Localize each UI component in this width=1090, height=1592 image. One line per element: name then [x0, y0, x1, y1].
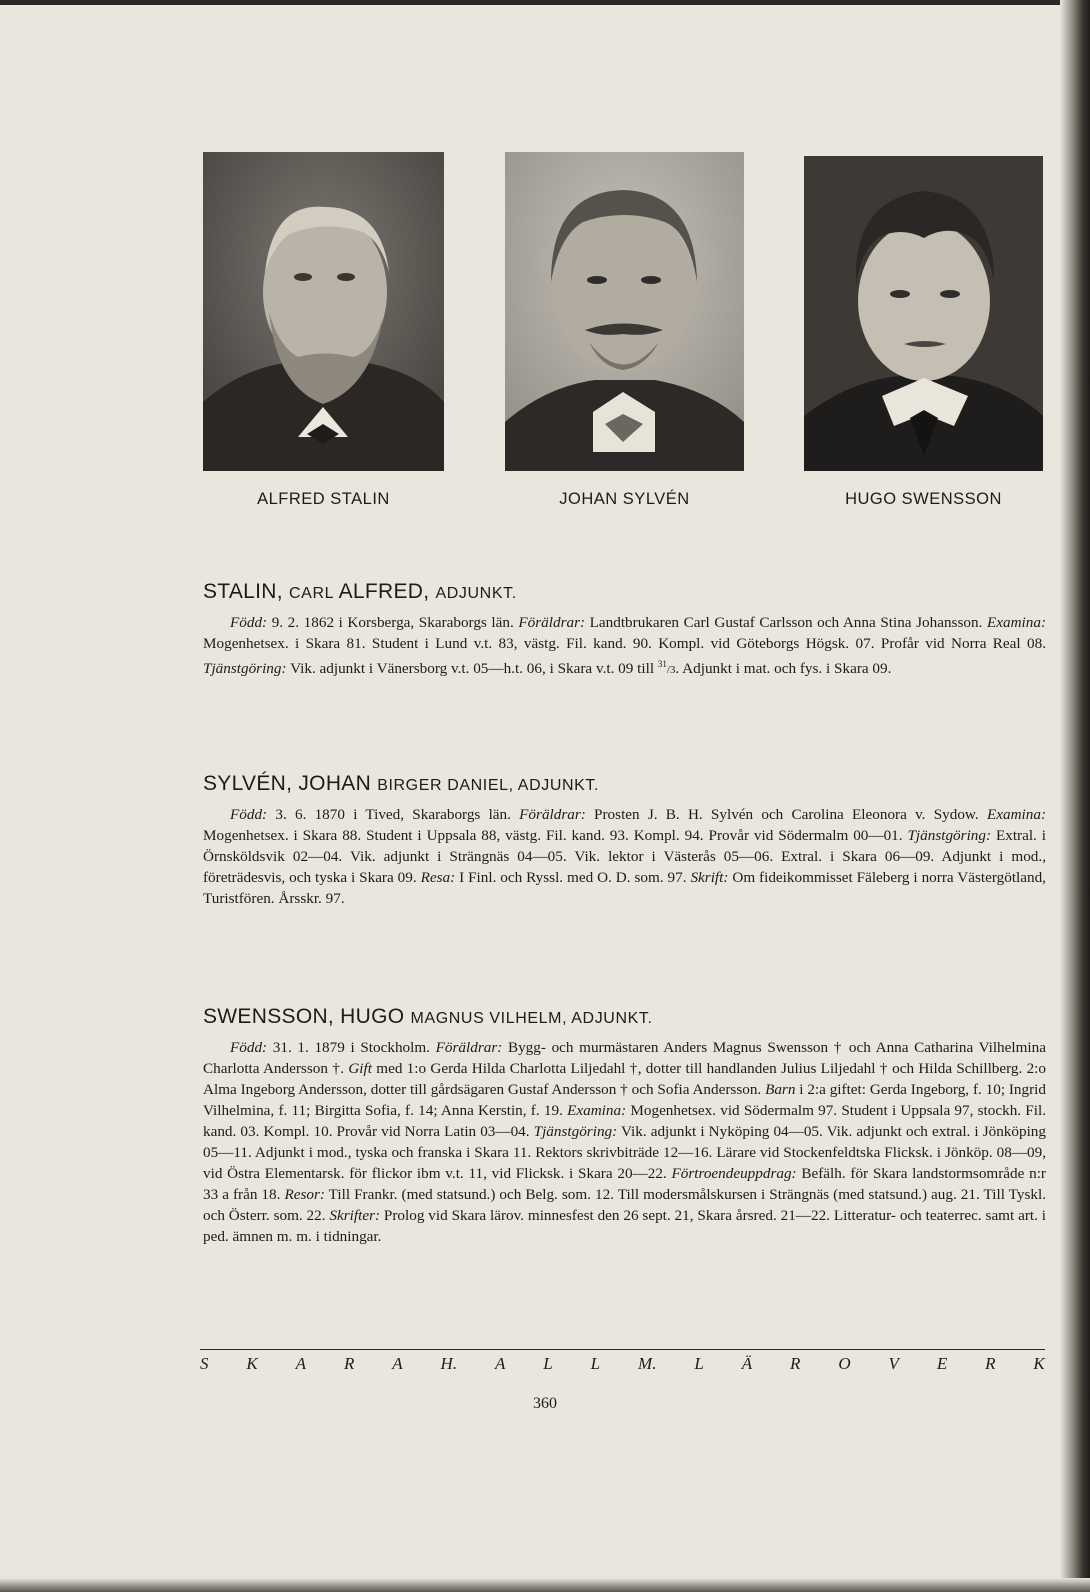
footer-letter: M.: [638, 1354, 657, 1373]
text-birth: 9. 2. 1862 i Korsberga, Skaraborgs län.: [267, 614, 519, 631]
text-commissions: Befälh. för Skara landstormsområde n:r 33 a från 18.: [203, 1165, 1046, 1203]
footer-letter: L: [543, 1354, 553, 1373]
text-parents: Bygg- och murmästaren Anders Magnus Swensson † och Anna Catharina Vilhelmina Charlotta Andersson †.: [203, 1039, 1046, 1077]
text-writings: Prolog vid Skara lärov. minnesfest den 26 sept. 21, Skara årsred. 21—22. Litteratur- och teaterrec. samt art. i ped. ämnen m. m. i tidningar.: [203, 1207, 1046, 1245]
text-married: med 1:o Gerda Hilda Charlotta Liljedahl †, dotter till handlanden Julius Liljedahl † och Hilda Schillberg. 2:o Alma Ingeborg Andersson, dotter till gårdsägaren Gustaf Andersson † och Sofia Andersson.: [203, 1060, 1046, 1098]
text-writing: Om fideikommisset Fäleberg i norra Västergötland, Turistfören. Årsskr. 97.: [203, 869, 1046, 907]
text-exams: Mogenhetsex. i Skara 88. Student i Uppsala 88, västg. Fil. kand. 93. Kompl. 94. Provår vid Södermalm 00—01.: [203, 827, 908, 844]
footer-letter: R: [790, 1354, 801, 1373]
portrait-photo-sylven: [505, 152, 744, 471]
text-parents: Landtbrukaren Carl Gustaf Carlsson och Anna Stina Johansson.: [585, 614, 987, 631]
entry-heading: [203, 1005, 1046, 1029]
footer-letter: R: [343, 1354, 355, 1373]
footer-letter: Ä: [741, 1354, 753, 1373]
text-travel: Till Frankr. (med statsund.) och Belg. som. 12. Till modersmålskursen i Strängnäs (med statsund.) aug. 21. Till Tyskl. och Österr. som. 22.: [203, 1186, 1046, 1224]
photo-caption-swensson: HUGO SWENSSON: [845, 490, 1002, 508]
text-service: Vik. adjunkt i Nyköping 04—05. Vik. adjunkt och extral. i Jönköping 05—11. Adjunkt i mod., tyska och franska i Skara 11. Rektors skrivbiträde 12—16. Lärare vid Stockenfeldtska Flicksk. i Jönköp. 08—09, vid Östra Elementarsk. för flickor ibm v.t. 11, vid Flicksk. i Skara 20—22.: [203, 1123, 1046, 1182]
footer-letter: L: [694, 1354, 704, 1373]
label-fodd: Född:: [230, 806, 268, 823]
text-exams: Mogenhetsex. vid Södermalm 97. Student i Uppsala 97, stockh. Fil. kand. 03. Kompl. 10. Provår vid Norra Latin 03—04.: [203, 1102, 1046, 1140]
surname: SWENSSON, HUGO: [203, 1005, 411, 1028]
photo-caption-sylven: JOHAN SYLVÉN: [559, 490, 690, 508]
label-resa: Resa:: [420, 869, 456, 886]
label-gift: Gift: [348, 1060, 372, 1077]
label-tjanstgoring: Tjänstgöring:: [533, 1123, 618, 1140]
entry-swensson: [203, 1005, 1046, 1247]
given-names-title: MAGNUS VILHELM, ADJUNKT.: [410, 1010, 653, 1027]
text-exams: Mogenhetsex. i Skara 81. Student i Lund v.t. 83, västg. Fil. kand. 90. Kompl. vid Göteborgs Högsk. 07. Profår vid Norra Real 08.: [203, 635, 1046, 652]
text-birth: 3. 6. 1870 i Tived, Skaraborgs län.: [267, 806, 520, 823]
label-examina: Examina:: [986, 806, 1046, 823]
label-tjanstgoring: Tjänstgöring:: [203, 660, 287, 678]
footer-letter: R: [985, 1354, 996, 1373]
entry-stalin: [203, 580, 1046, 681]
entry-body: [203, 612, 1046, 681]
text-birth: 31. 1. 1879 i Stockholm.: [267, 1039, 436, 1056]
portrait-photo-swensson: [804, 156, 1043, 471]
entry-heading: [203, 772, 1046, 796]
text-parents: Prosten J. B. H. Sylvén och Carolina Eleonora v. Sydow.: [585, 806, 987, 823]
surname: STALIN,: [203, 580, 290, 603]
footer-letter: A: [295, 1354, 307, 1373]
footer-letter: H.: [440, 1354, 458, 1373]
footer-letter: L: [590, 1354, 601, 1373]
running-footer: [200, 1354, 1045, 1374]
page-binding-shadow: [1060, 0, 1090, 1592]
label-foraldrar: Föräldrar:: [518, 614, 586, 631]
page-bottom-edge: [0, 1578, 1090, 1592]
text-service: Vik. adjunkt i Vänersborg v.t. 05—h.t. 06, i Skara v.t. 09 till: [286, 660, 658, 678]
page-number: 360: [533, 1395, 557, 1412]
footer-letter: V: [888, 1354, 899, 1373]
date-sub: /3: [666, 664, 676, 677]
label-foraldrar: Föräldrar:: [519, 806, 586, 823]
text-service-end: . Adjunkt i mat. och fys. i Skara 09.: [675, 660, 892, 678]
given-names-title: BIRGER DANIEL, ADJUNKT.: [377, 777, 600, 794]
photo-caption-stalin: ALFRED STALIN: [257, 490, 390, 508]
given-name: CARL: [289, 585, 339, 602]
label-fodd: Född:: [230, 614, 268, 631]
footer-letter: A: [392, 1354, 403, 1373]
footer-letter: K: [1033, 1354, 1045, 1373]
text-service: Extral. i Örnsköldsvik 02—04. Vik. adjunkt i Strängnäs 04—05. Vik. lektor i Västerås 05—06. Extral. i Skara 06—09. Adjunkt i mod., företrädesvis, och tyska i Skara 09.: [203, 827, 1047, 886]
label-fodd: Född:: [230, 1039, 268, 1056]
page-top-edge: [0, 0, 1090, 5]
footer-letter: K: [246, 1354, 258, 1373]
surname: SYLVÉN, JOHAN: [203, 772, 378, 795]
label-skrifter: Skrifter:: [329, 1207, 381, 1224]
text-children: i 2:a giftet: Gerda Ingeborg, f. 10; Ingrid Vilhelmina, f. 11; Birgitta Sofia, f. 14; Anna Kerstin, f. 19.: [203, 1081, 1046, 1119]
footer-rule: [200, 1349, 1045, 1350]
label-examina: Examina:: [986, 614, 1046, 631]
text-travel: I Finl. och Ryssl. med O. D. som. 97.: [455, 869, 691, 886]
label-foraldrar: Föräldrar:: [435, 1039, 503, 1056]
label-tjanstgoring: Tjänstgöring:: [907, 827, 992, 844]
portrait-photo-stalin: [203, 152, 444, 471]
label-barn: Barn: [765, 1081, 796, 1098]
label-skrift: Skrift:: [690, 869, 729, 886]
footer-letter: O: [838, 1354, 851, 1373]
label-fortroendeuppdrag: Förtroendeuppdrag:: [671, 1165, 797, 1182]
call-name: ALFRED,: [338, 580, 436, 603]
entry-body: [203, 1037, 1046, 1247]
entry-heading: [203, 580, 1046, 604]
title: ADJUNKT.: [435, 585, 517, 602]
entry-body: [203, 804, 1046, 909]
label-examina: Examina:: [567, 1102, 627, 1119]
label-resor: Resor:: [284, 1186, 325, 1203]
footer-letter: E: [936, 1354, 948, 1373]
footer-letter: S: [200, 1354, 209, 1373]
footer-letter: A: [494, 1354, 506, 1373]
entry-sylven: [203, 772, 1046, 909]
date-sup: 31: [657, 659, 667, 669]
